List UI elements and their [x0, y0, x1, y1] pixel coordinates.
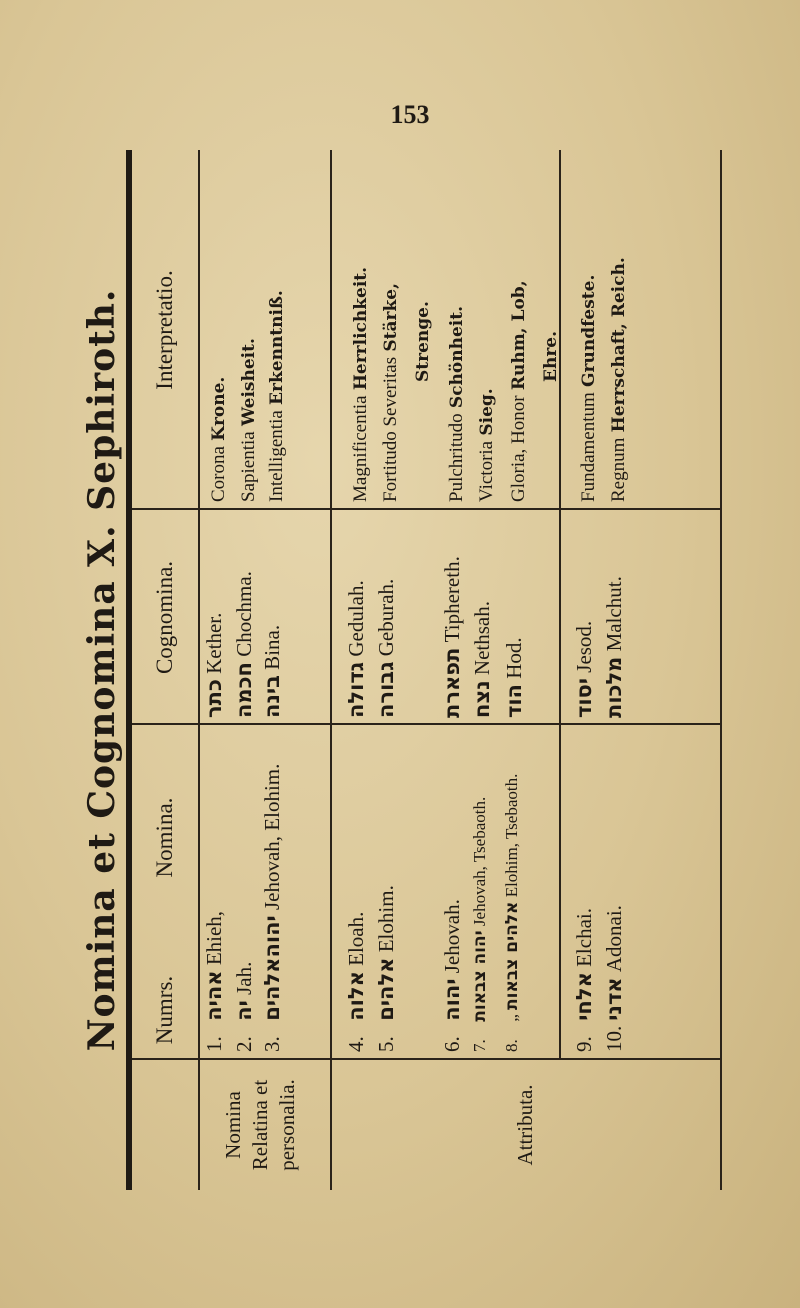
category-nomina-relatina — [220, 1060, 301, 1190]
cognomen-hebrew: תפארת — [440, 647, 464, 718]
table-row-nomen — [470, 797, 490, 1052]
interpretatio-german: Herrschaft, Reich. — [609, 257, 629, 433]
interpretatio-latin: Sapientia — [238, 431, 259, 502]
column-divider — [132, 509, 720, 511]
category-line: personalia. — [275, 1079, 299, 1171]
interpretatio-german: Grundfeste. — [579, 274, 599, 387]
interpretatio-german: Ruhm, Lob, — [509, 280, 529, 391]
nomen-latin: Elohim, — [502, 842, 521, 898]
nomen-hebrew: אלהים — [374, 957, 398, 1021]
table-row-nomen — [202, 911, 227, 1052]
nomen-latin-extra: Tsebaoth. — [470, 796, 489, 863]
interpretatio-latin: Fortitudo Severitas — [380, 356, 401, 502]
nomen-latin: Adonai. — [602, 905, 626, 973]
interpretatio-latin: Regnum — [608, 437, 629, 502]
table-row-interpretatio — [470, 388, 502, 502]
interpretatio-latin: Victoria — [476, 440, 497, 502]
header-rule — [198, 150, 200, 1190]
nomen-hebrew: יהוהאלהים — [260, 915, 284, 1021]
table-row-nomen — [572, 908, 597, 1052]
category-attributa — [512, 1060, 539, 1190]
cognomen-latin: Hod. — [502, 637, 526, 679]
table-row-nomen — [502, 774, 522, 1052]
table-row-nomen — [440, 899, 465, 1052]
table-row-cognomen — [502, 637, 527, 718]
interpretatio-latin: Magnificentia — [350, 395, 371, 502]
table-bottom-rule — [720, 150, 722, 1190]
row-number: 6. — [440, 1036, 464, 1052]
table-row-interpretatio — [440, 306, 472, 502]
table-row-cognomen — [232, 571, 257, 718]
table-row-interpretatio — [572, 275, 604, 502]
nomen-latin: Ehieh, — [202, 910, 226, 966]
table-row-interpretatio — [502, 280, 566, 502]
interpretatio-german: Erkenntniß. — [267, 290, 287, 405]
table-row-cognomen — [344, 580, 369, 718]
interpretatio-latin: Gloria, Honor — [508, 395, 529, 502]
cognomen-hebrew: כתר — [202, 679, 226, 718]
table-row-interpretatio — [260, 290, 292, 502]
interpretatio-latin: Pulchritudo — [446, 413, 467, 502]
table-row-cognomen — [202, 613, 227, 718]
nomen-hebrew: יהוה — [440, 978, 464, 1021]
interpretatio-german: Krone. — [209, 376, 229, 441]
cognomen-latin: Gedulah. — [344, 580, 368, 657]
interpretatio-latin: Corona — [208, 446, 229, 502]
table-row-interpretatio — [344, 267, 376, 502]
nomen-latin: Jah. — [232, 961, 256, 995]
page-title: Nomina et Cognomina X. Sephiroth. — [81, 288, 123, 1052]
ditto-mark: „ — [502, 1014, 521, 1022]
row-number: 4. — [344, 1036, 368, 1052]
row-number: 10. — [602, 1025, 626, 1052]
interpretatio-german: Weisheit. — [239, 338, 259, 427]
table-row-interpretatio — [602, 257, 634, 502]
interpretatio-german: Schönheit. — [447, 305, 467, 409]
nomen-latin: Jehovah, — [260, 835, 284, 911]
column-divider — [132, 724, 720, 726]
cognomen-latin: Kether. — [202, 612, 226, 674]
sephiroth-table — [132, 150, 720, 1190]
nomen-latin: Elchai. — [572, 908, 596, 967]
cognomen-latin: Nethsah. — [470, 601, 494, 676]
cognomen-hebrew: גבורה — [374, 661, 398, 718]
table-row-nomen — [260, 764, 285, 1052]
rotated-table-block — [80, 150, 720, 1190]
cognomen-latin: Jesod. — [572, 620, 596, 673]
header-interpretatio: Interpretatio. — [152, 270, 177, 390]
nomen-hebrew: אהיה — [202, 970, 226, 1021]
cognomen-hebrew: חכמה — [232, 662, 256, 718]
table-row-cognomen — [374, 579, 399, 718]
table-row-cognomen — [470, 601, 495, 718]
row-number: 9. — [572, 1036, 596, 1052]
cognomen-latin: Chochma. — [232, 571, 256, 657]
interpretatio-latin: Fundamentum — [578, 392, 599, 502]
cognomen-latin: Bina. — [260, 624, 284, 670]
nomen-hebrew: אלהים צבאות — [502, 901, 522, 1010]
header-numrs: Numrs. — [152, 975, 177, 1045]
nomen-latin: Eloah. — [344, 911, 368, 966]
cognomen-hebrew: נצח — [470, 680, 494, 718]
nomen-latin-extra: Tsebaoth. — [502, 773, 521, 840]
table-row-interpretatio — [374, 283, 438, 502]
row-number: 2. — [232, 1036, 256, 1052]
page-number: 153 — [390, 100, 430, 129]
cognomen-hebrew: בינה — [260, 675, 284, 718]
interpretatio-german-extra: Strenge. — [413, 301, 433, 382]
table-row-cognomen — [602, 576, 627, 718]
cognomen-latin: Geburah. — [374, 578, 398, 657]
nomen-latin-extra: Elohim. — [260, 763, 284, 831]
nomen-hebrew: יה — [232, 1000, 256, 1021]
table-row-nomen — [602, 905, 627, 1052]
interpretatio-latin: Intelligentia — [266, 410, 287, 502]
interpretatio-german: Stärke, — [381, 282, 401, 352]
header-cognomina: Cognomina. — [152, 560, 177, 675]
row-number: 1. — [202, 1036, 226, 1052]
header-nomina: Nomina. — [152, 797, 177, 878]
category-line: Nomina — [221, 1091, 245, 1159]
interpretatio-german: Herrlichkeit. — [351, 266, 371, 391]
nomen-latin: Elohim. — [374, 885, 398, 953]
cognomen-latin: Malchut. — [602, 576, 626, 652]
row-number: 7. — [470, 1039, 489, 1052]
table-row-cognomen — [572, 621, 597, 718]
table-row-interpretatio — [202, 377, 234, 502]
nomen-hebrew: אלחי — [572, 972, 596, 1021]
cognomen-hebrew: יסוד — [572, 677, 596, 718]
nomen-hebrew: אלוה — [344, 971, 368, 1021]
category-line: Relatina et — [248, 1079, 272, 1171]
table-row-cognomen — [260, 625, 285, 718]
table-row-cognomen — [440, 556, 465, 718]
cognomen-hebrew: מלכות — [602, 656, 626, 718]
interpretatio-german: Sieg. — [477, 388, 497, 436]
table-row-nomen — [344, 912, 369, 1052]
row-number: 8. — [502, 1039, 521, 1052]
nomen-latin: Jehovah. — [440, 899, 464, 974]
table-row-nomen — [232, 962, 257, 1052]
cognomen-hebrew: הוד — [502, 684, 526, 718]
nomen-hebrew: אדני — [602, 977, 626, 1021]
interpretatio-german-extra: Ehre. — [541, 330, 561, 382]
cognomen-latin: Tiphereth. — [440, 556, 464, 643]
nomen-hebrew: יהוה צבאות — [470, 930, 490, 1022]
table-row-nomen — [374, 885, 399, 1052]
nomen-latin: Jehovah, — [470, 866, 489, 927]
category-line: Attributa. — [513, 1084, 537, 1166]
group-rule — [330, 150, 332, 1190]
cognomen-hebrew: גדולה — [344, 661, 368, 718]
row-number: 5. — [374, 1036, 398, 1052]
row-number: 3. — [260, 1036, 284, 1052]
